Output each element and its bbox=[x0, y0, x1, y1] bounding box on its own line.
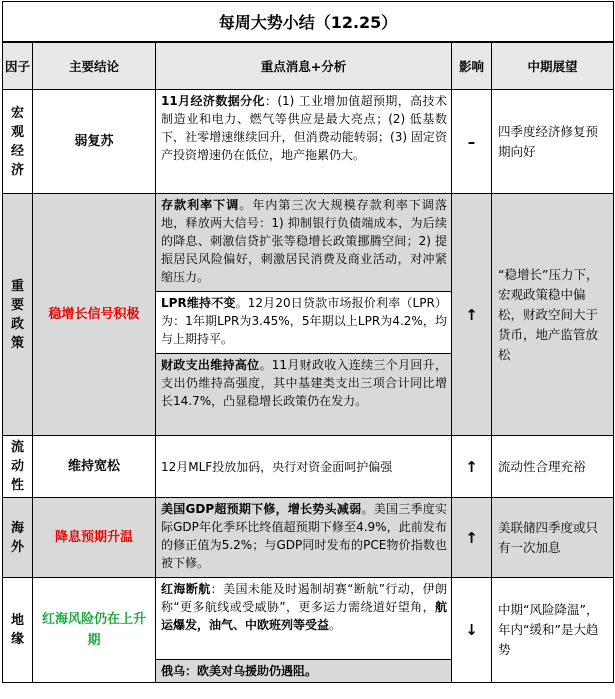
impact-policy: ↑ bbox=[452, 194, 492, 436]
row-liquidity bbox=[3, 436, 614, 498]
impact-geo: ↓ bbox=[452, 578, 492, 683]
outlook-overseas: 美联储四季度或只有一次加息 bbox=[492, 498, 614, 578]
factor-policy: 重 要 政 策 bbox=[3, 194, 33, 436]
conclusion-liquidity: 维持宽松 bbox=[33, 436, 156, 498]
header-outlook: 中期展望 bbox=[492, 42, 614, 90]
factor-overseas: 海 外 bbox=[3, 498, 33, 578]
conclusion-overseas: 降息预期升温 bbox=[33, 498, 156, 578]
row-policy bbox=[3, 194, 614, 292]
conclusion-geo: 红海风险仍在上升期 bbox=[33, 578, 156, 683]
news-macro: 11月经济数据分化：(1) 工业增加值超预期，高技术制造业和电力、燃气等供应是最大亮点；(2) 低基数下，社零增速继续回升，但消费动能转弱；(3) 固定资产投资增速仍在低位，地产拖累仍大。 bbox=[156, 90, 452, 194]
outlook-liquidity: 流动性合理充裕 bbox=[492, 436, 614, 498]
header-news: 重点消息+分析 bbox=[156, 42, 452, 90]
news-policy-3: 财政支出维持高位。11月财政收入连续三个月回升，支出仍维持高强度，其中基建类支出三项合计同比增长14.7%，凸显稳增长政策仍在发力。 bbox=[156, 354, 452, 436]
outlook-macro: 四季度经济修复预期向好 bbox=[492, 90, 614, 194]
news-geo-1: 红海断航：美国未能及时遏制胡赛“断航”行动，伊朗称“更多航线或受威胁”，更多运力需绕道好望角，航运爆发，油气、中欧班列等受益。 bbox=[156, 578, 452, 660]
impact-liquidity: ↑ bbox=[452, 436, 492, 498]
table-title: 每周大势小结（12.25） bbox=[3, 2, 614, 43]
row-macro bbox=[3, 90, 614, 194]
row-geo bbox=[3, 578, 614, 660]
impact-overseas: ↑ bbox=[452, 498, 492, 578]
outlook-geo: 中期“风险降温”，年内“缓和”是大趋势 bbox=[492, 578, 614, 683]
header-conclusion: 主要结论 bbox=[33, 42, 156, 90]
news-policy-1: 存款利率下调。年内第三次大规模存款利率下调落地，释放两大信号：1) 抑制银行负债端成本，为后续的降息、刺激信贷扩张等稳增长政策挪腾空间；2) 提振居民风险偏好，刺激居民消费及商业活动，对冲紧缩压力。 bbox=[156, 194, 452, 292]
conclusion-policy: 稳增长信号积极 bbox=[33, 194, 156, 436]
header-factor: 因子 bbox=[3, 42, 33, 90]
factor-geo: 地 缘 bbox=[3, 578, 33, 683]
outlook-policy: “稳增长”压力下，宏观政策稳中偏松，财政空间大于货币，地产监管放松 bbox=[492, 194, 614, 436]
header-impact: 影响 bbox=[452, 42, 492, 90]
news-overseas: 美国GDP超预期下修，增长势头减弱。美国三季度实际GDP年化季环比终值超预期下修至4.9%，此前发布的修正值为5.2%；与GDP同时发布的PCE物价指数也被下修。 bbox=[156, 498, 452, 578]
row-overseas bbox=[3, 498, 614, 578]
conclusion-macro: 弱复苏 bbox=[33, 90, 156, 194]
news-policy-2: LPR维持不变。12月20日贷款市场报价利率（LPR）为：1年期LPR为3.45%，5年期以上LPR为4.2%，均与上期持平。 bbox=[156, 292, 452, 354]
weekly-summary-table bbox=[2, 1, 614, 683]
news-liquidity: 12月MLF投放加码，央行对资金面呵护偏强 bbox=[156, 436, 452, 498]
news-geo-2: 俄乌：欧美对乌援助仍遇阻。 bbox=[156, 660, 452, 683]
factor-macro: 宏 观 经 济 bbox=[3, 90, 33, 194]
impact-macro: – bbox=[452, 90, 492, 194]
header-row bbox=[3, 42, 614, 90]
factor-liquidity: 流 动 性 bbox=[3, 436, 33, 498]
